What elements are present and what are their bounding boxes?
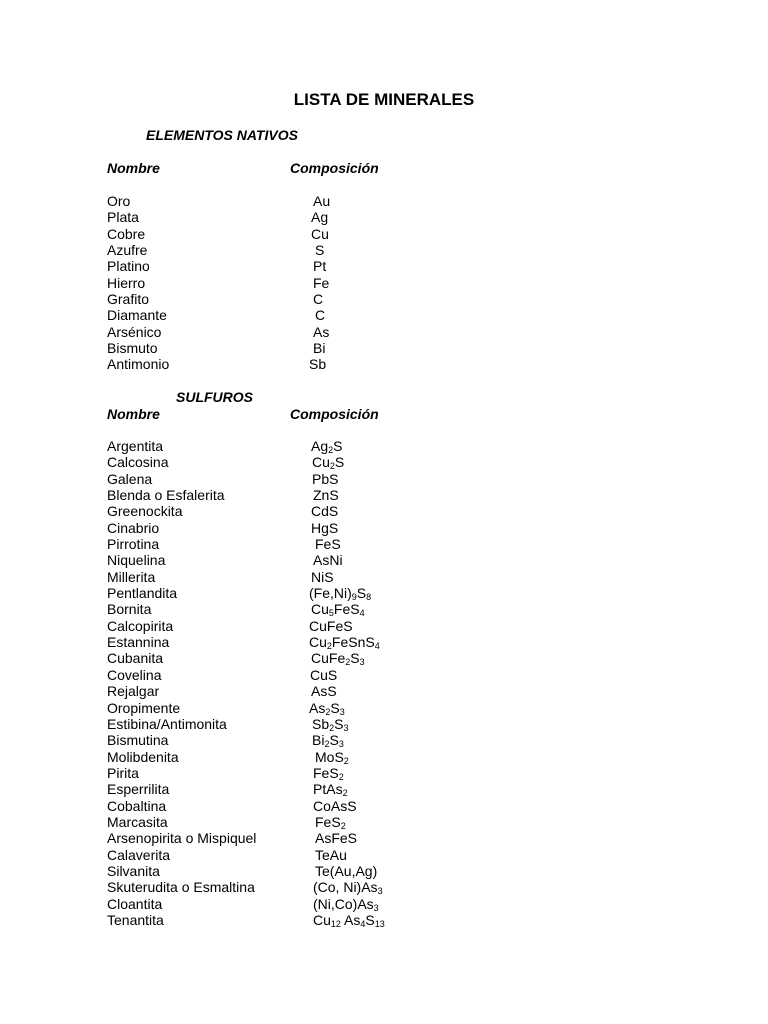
mineral-name: Galena [107, 470, 153, 487]
mineral-name: Bismuto [107, 340, 158, 357]
mineral-composition: Fe [313, 274, 330, 291]
mineral-composition: $Cu_5FeS_4$ [311, 601, 365, 619]
list-item [107, 275, 507, 291]
list-item [107, 830, 507, 846]
mineral-composition: CuS [310, 666, 338, 683]
mineral-composition: Au [313, 193, 331, 209]
mineral-composition: Cu [311, 225, 329, 242]
mineral-name: Covelina [107, 666, 162, 683]
mineral-name: Cobaltina [107, 797, 167, 814]
mineral-composition: FeS$_2$ [313, 764, 344, 782]
mineral-composition: Te(Au,Ag) [315, 862, 378, 879]
list-item [107, 863, 507, 879]
mineral-name: Plata [107, 209, 139, 226]
mineral-composition: AsNi [313, 552, 343, 569]
mineral-name: Arsenopirita o Mispiquel [107, 830, 257, 847]
mineral-composition: $Cu_2FeSnS_4$ [309, 634, 380, 652]
list-item [107, 569, 507, 585]
list-item [107, 324, 507, 340]
list-item [107, 749, 507, 765]
mineral-name: Grafito [107, 291, 150, 308]
mineral-name: Marcasita [107, 813, 168, 830]
mineral-composition: CuFeS [309, 617, 353, 634]
list-item [107, 716, 507, 732]
mineral-composition: Ag [311, 209, 329, 226]
list-item [107, 471, 507, 487]
mineral-name: Estannina [107, 634, 170, 651]
mineral-name: Oro [107, 193, 131, 209]
mineral-name: Esperrilita [107, 781, 170, 798]
mineral-name: Tenantita [107, 911, 164, 928]
mineral-composition: Pt [313, 258, 327, 275]
mineral-composition: $As_2S_3$ [309, 699, 345, 717]
mineral-composition: CdS [311, 503, 339, 520]
list-item [107, 847, 507, 863]
mineral-name: Blenda o Esfalerita [107, 487, 225, 504]
mineral-composition: ZnS [313, 487, 339, 504]
list-item [107, 765, 507, 781]
mineral-name: Bismutina [107, 732, 169, 749]
mineral-name: Pirrotina [107, 536, 160, 553]
mineral-name: Greenockita [107, 503, 183, 520]
list-item [107, 634, 507, 650]
page-title: LISTA DE MINERALES [293, 90, 475, 109]
mineral-composition: PtAs$_2$ [313, 781, 348, 799]
mineral-composition: PbS [312, 470, 339, 487]
mineral-composition: $Sb_2S_3$ [312, 715, 349, 733]
list-item [107, 291, 507, 307]
mineral-composition: MoS$_2$ [315, 748, 349, 766]
list-item [107, 340, 507, 356]
section-heading-native-elements: ELEMENTOS NATIVOS [146, 127, 298, 143]
mineral-composition: $(Ni,Co)As_3$ [313, 895, 379, 913]
list-item [107, 520, 507, 536]
list-item [107, 781, 507, 797]
mineral-composition: $Ag_2S$ [311, 438, 343, 455]
mineral-composition: NiS [311, 568, 334, 585]
mineral-composition: S [315, 242, 325, 259]
mineral-name: Diamante [107, 307, 167, 324]
list-item [107, 683, 507, 699]
list-item [107, 732, 507, 748]
list-item [107, 356, 507, 372]
column-header-composition: Composición [290, 406, 379, 422]
mineral-name: Calcosina [107, 454, 169, 471]
mineral-composition: CoAsS [313, 797, 357, 814]
mineral-name: Cinabrio [107, 519, 160, 536]
list-item [107, 814, 507, 830]
mineral-name: Hierro [107, 274, 146, 291]
mineral-name: Argentita [107, 438, 164, 454]
mineral-name: Silvanita [107, 862, 160, 879]
mineral-name: Platino [107, 258, 150, 275]
list-item [107, 454, 507, 470]
list-item [107, 618, 507, 634]
mineral-name: Azufre [107, 242, 148, 259]
mineral-name: Oropimente [107, 699, 181, 716]
column-header-composition: Composición [290, 160, 379, 176]
mineral-name: Pirita [107, 764, 139, 781]
list-item [107, 798, 507, 814]
mineral-composition: Sb [309, 356, 327, 373]
list-item [107, 242, 507, 258]
mineral-composition: Bi [313, 340, 326, 357]
mineral-name: Skuterudita o Esmaltina [107, 879, 255, 896]
mineral-composition: $Cu_{12}$ $As_4S_{13}$ [313, 911, 385, 929]
native-elements-list [107, 193, 507, 373]
mineral-name: Molibdenita [107, 748, 179, 765]
mineral-name: Niquelina [107, 552, 166, 569]
mineral-name: Cubanita [107, 650, 164, 667]
mineral-composition: AsS [311, 683, 337, 700]
mineral-name: Bornita [107, 601, 152, 618]
mineral-composition: $Bi_2S_3$ [312, 732, 344, 750]
mineral-composition: $(Fe,Ni)_9S_8$ [309, 585, 372, 603]
mineral-name: Arsénico [107, 323, 162, 340]
mineral-name: Cloantita [107, 895, 163, 912]
mineral-name: Millerita [107, 568, 156, 585]
list-item [107, 896, 507, 912]
list-item [107, 487, 507, 503]
mineral-name: Pentlandita [107, 585, 178, 602]
mineral-composition: FeS$_2$ [315, 813, 346, 831]
mineral-composition: FeS [315, 536, 341, 553]
section-heading-sulfides: SULFUROS [176, 389, 253, 405]
mineral-name: Estibina/Antimonita [107, 715, 227, 732]
mineral-composition: $CuFe_2S_3$ [311, 650, 365, 668]
list-item [107, 503, 507, 519]
mineral-composition: As [313, 323, 330, 340]
mineral-name: Calaverita [107, 846, 171, 863]
list-item [107, 258, 507, 274]
mineral-name: Cobre [107, 225, 146, 242]
list-item [107, 650, 507, 666]
list-item [107, 193, 507, 209]
mineral-name: Antimonio [107, 356, 170, 373]
list-item [107, 667, 507, 683]
column-header-name: Nombre [107, 406, 160, 422]
mineral-composition: (Co, $Ni)As_3$ [313, 879, 383, 897]
column-header-name: Nombre [107, 160, 160, 176]
mineral-name: Calcopirita [107, 617, 174, 634]
list-item [107, 912, 507, 928]
mineral-name: Rejalgar [107, 683, 160, 700]
list-item [107, 552, 507, 568]
mineral-composition: AsFeS [315, 830, 358, 847]
list-item [107, 209, 507, 225]
list-item [107, 438, 507, 454]
mineral-composition: C [313, 291, 324, 308]
mineral-composition: $Cu_2S$ [312, 454, 345, 472]
list-item [107, 307, 507, 323]
list-item [107, 585, 507, 601]
mineral-composition: TeAu [315, 846, 347, 863]
list-item [107, 226, 507, 242]
mineral-composition: C [315, 307, 326, 324]
list-item [107, 601, 507, 617]
sulfides-list [107, 438, 507, 928]
list-item [107, 879, 507, 895]
list-item [107, 536, 507, 552]
list-item [107, 700, 507, 716]
mineral-composition: HgS [311, 519, 339, 536]
